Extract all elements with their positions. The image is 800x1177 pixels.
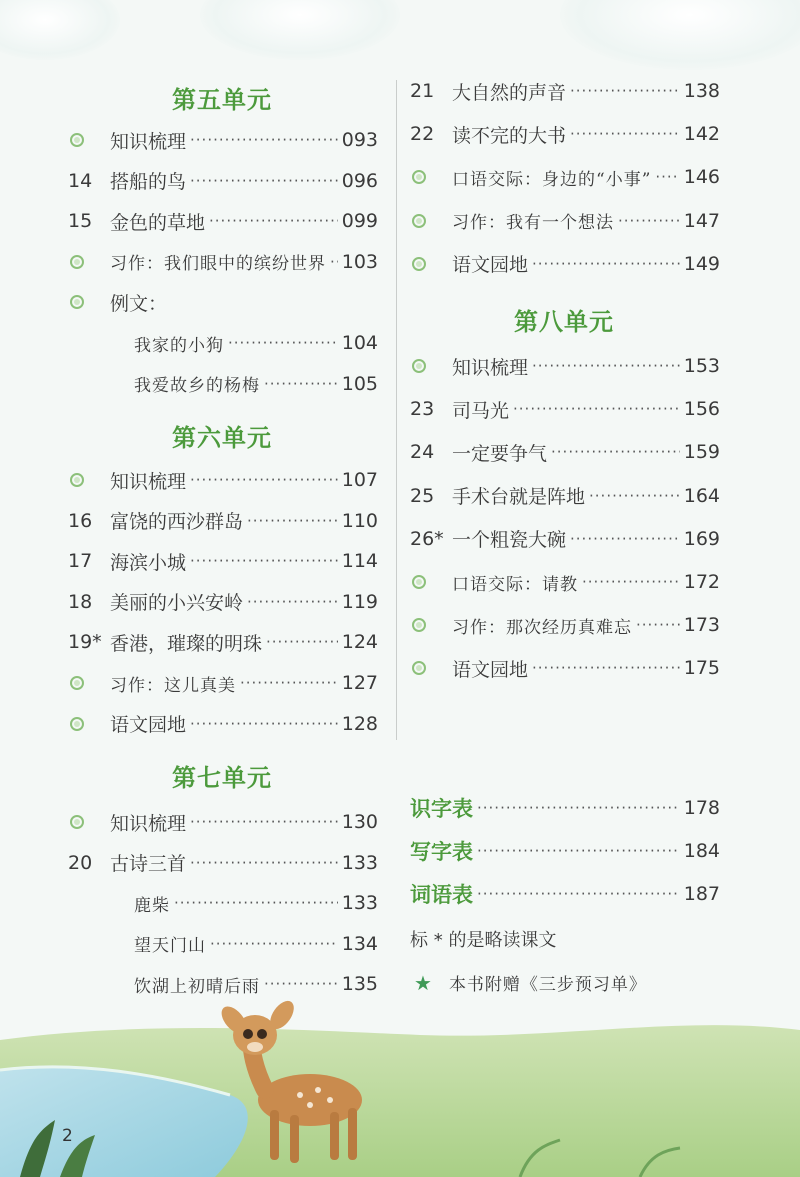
entry-page-number: 159 [683, 441, 720, 464]
entry-page-number: 114 [341, 550, 378, 573]
entry-page-number: 187 [683, 883, 720, 906]
cloud-decoration [200, 0, 400, 60]
dot-leader [570, 530, 680, 548]
toc-entry[interactable] [68, 627, 378, 657]
toc-entry[interactable] [110, 888, 378, 918]
bullet-ring-icon [68, 295, 110, 309]
dot-leader [532, 659, 680, 677]
toc-entry[interactable] [410, 567, 720, 597]
entry-title: 古诗三首 [110, 853, 187, 876]
lesson-number: 16 [68, 509, 93, 532]
entry-title: 知识梳理 [452, 356, 529, 379]
toc-entry[interactable] [110, 328, 378, 358]
entry-page-number: 128 [341, 712, 378, 735]
toc-entry[interactable] [410, 351, 720, 381]
dot-leader [532, 357, 680, 375]
unit-title: 第七单元 [172, 764, 272, 792]
column-divider [396, 80, 397, 740]
lesson-number: 22 [410, 123, 435, 146]
entry-page-number: 134 [341, 932, 378, 955]
toc-entry[interactable] [68, 125, 378, 155]
unit-title: 第五单元 [172, 86, 272, 114]
dot-leader [513, 400, 680, 418]
toc-entry[interactable] [110, 929, 378, 959]
toc-entry[interactable] [68, 247, 378, 277]
entry-page-number: 153 [683, 355, 720, 377]
toc-entry[interactable] [68, 465, 378, 495]
entry-title: 金色的草地 [110, 211, 206, 234]
entry-page-number: 127 [341, 672, 378, 694]
dot-leader [190, 552, 338, 570]
entry-title: 习作：这儿真美 [110, 675, 236, 696]
entry-page-number: 172 [683, 571, 720, 593]
entry-page-number: 133 [341, 851, 378, 874]
dot-leader [174, 894, 338, 912]
dot-leader [240, 674, 338, 692]
dot-leader [264, 375, 338, 393]
dot-leader [582, 573, 680, 591]
entry-title: 我家的小狗 [134, 335, 224, 356]
appendix-title: 识字表 [410, 797, 473, 821]
entry-page-number: 135 [341, 973, 378, 996]
entry-page-number: 175 [683, 657, 720, 680]
lesson-number: 19* [68, 631, 102, 654]
toc-entry[interactable] [410, 437, 720, 467]
dot-leader [477, 799, 680, 817]
appendix-entry[interactable] [410, 793, 720, 823]
entry-page-number: 103 [341, 250, 378, 273]
entry-page-number: 147 [683, 209, 720, 232]
toc-entry[interactable] [68, 287, 378, 317]
dot-leader [190, 715, 338, 733]
toc-entry[interactable] [68, 668, 378, 698]
entry-title: 习作：那次经历真难忘 [452, 617, 632, 638]
entry-title: 一个粗瓷大碗 [452, 529, 567, 552]
entry-title: 手术台就是阵地 [452, 486, 586, 509]
entry-title: 大自然的声音 [452, 81, 567, 104]
appendix-title: 写字表 [410, 840, 473, 865]
dot-leader [570, 125, 680, 143]
entry-title: 知识梳理 [110, 812, 187, 835]
entry-title: 饮湖上初晴后雨 [134, 976, 260, 997]
bullet-ring-icon [410, 618, 452, 632]
toc-entry[interactable] [410, 162, 720, 192]
entry-page-number: 124 [341, 631, 378, 654]
entry-page-number: 156 [683, 398, 720, 421]
dot-leader [266, 633, 338, 651]
page-number: 2 [62, 1126, 73, 1146]
bullet-ring-icon [68, 473, 110, 487]
entry-page-number: 133 [341, 892, 378, 915]
entry-title: 例文： [110, 292, 168, 315]
entry-title: 香港，璀璨的明珠 [110, 632, 263, 655]
entry-title: 美丽的小兴安岭 [110, 592, 244, 615]
bullet-ring-icon [410, 214, 452, 228]
dot-leader [655, 168, 679, 186]
toc-entry[interactable] [68, 709, 378, 739]
entry-page-number: 149 [683, 252, 720, 275]
entry-title: 习作：我有一个想法 [452, 213, 614, 234]
toc-entry[interactable] [410, 249, 720, 279]
skim-reading-note: 标 * 的是略读课文 [410, 930, 557, 951]
dot-leader [477, 885, 680, 903]
dot-leader [210, 935, 338, 953]
entry-title: 司马光 [452, 399, 510, 422]
toc-entry[interactable] [68, 587, 378, 617]
entry-page-number: 105 [341, 372, 378, 395]
lesson-number: 21 [410, 80, 435, 102]
lesson-number: 15 [68, 210, 93, 233]
appendix-title: 词语表 [410, 883, 473, 908]
entry-title: 读不完的大书 [452, 124, 567, 147]
entry-title: 口语交际：请教 [452, 574, 578, 595]
entry-page-number: 169 [683, 527, 720, 550]
dot-leader [636, 616, 680, 634]
supplement-text: 本书附赠《三步预习单》 [448, 975, 647, 995]
bullet-ring-icon [68, 717, 110, 731]
dot-leader [190, 131, 338, 149]
star-icon: ★ [414, 970, 433, 995]
bullet-ring-icon [410, 257, 452, 271]
lesson-number: 18 [68, 590, 93, 613]
unit-title: 第六单元 [172, 424, 272, 452]
entry-page-number: 184 [683, 840, 720, 863]
dot-leader [247, 593, 338, 611]
entry-title: 语文园地 [110, 714, 187, 737]
bullet-ring-icon [410, 661, 452, 675]
dot-leader [570, 82, 680, 100]
dot-leader [190, 471, 338, 489]
entry-title: 富饶的西沙群岛 [110, 511, 244, 534]
entry-page-number: 099 [341, 210, 378, 233]
lesson-number: 14 [68, 169, 93, 192]
toc-entry[interactable] [68, 206, 378, 236]
entry-title: 知识梳理 [110, 470, 187, 493]
entry-title: 望天门山 [134, 936, 206, 957]
toc-entry[interactable] [68, 166, 378, 196]
toc-entry[interactable] [110, 369, 378, 399]
dot-leader [264, 975, 338, 993]
bullet-ring-icon [410, 575, 452, 589]
entry-page-number: 138 [683, 80, 720, 102]
toc-entry[interactable] [410, 653, 720, 683]
dot-leader [618, 212, 680, 230]
toc-entry[interactable] [410, 76, 720, 106]
cloud-decoration [560, 0, 800, 70]
entry-title: 语文园地 [452, 658, 529, 681]
dot-leader [589, 487, 680, 505]
entry-title: 一定要争气 [452, 442, 548, 465]
dot-leader [190, 854, 338, 872]
meadow-illustration [0, 1000, 800, 1177]
toc-entry[interactable] [410, 206, 720, 236]
toc-entry[interactable] [68, 546, 378, 576]
lesson-number: 25 [410, 484, 435, 507]
entry-page-number: 119 [341, 590, 378, 613]
dot-leader [477, 842, 680, 860]
lesson-number: 24 [410, 441, 435, 464]
dot-leader [190, 813, 338, 831]
entry-page-number: 173 [683, 614, 720, 637]
toc-entry[interactable] [410, 524, 720, 554]
cloud-decoration [0, 0, 120, 60]
toc-entry[interactable] [110, 969, 378, 999]
toc-entry[interactable] [410, 610, 720, 640]
entry-page-number: 104 [341, 332, 378, 354]
dot-leader [330, 253, 338, 271]
entry-page-number: 107 [341, 469, 378, 491]
dot-leader [190, 172, 338, 190]
lesson-number: 20 [68, 851, 93, 874]
entry-page-number: 146 [683, 166, 720, 189]
entry-page-number: 093 [341, 129, 378, 151]
entry-title: 口语交际：身边的“小事” [452, 169, 652, 190]
entry-title: 知识梳理 [110, 130, 187, 153]
bullet-ring-icon [68, 255, 110, 269]
entry-page-number: 142 [683, 123, 720, 146]
unit-title: 第八单元 [514, 308, 614, 336]
entry-title: 鹿柴 [134, 895, 170, 916]
toc-entry[interactable] [410, 481, 720, 511]
bullet-ring-icon [410, 170, 452, 184]
entry-page-number: 096 [341, 169, 378, 192]
toc-entry[interactable] [410, 119, 720, 149]
dot-leader [551, 443, 680, 461]
entry-page-number: 130 [341, 811, 378, 833]
toc-entry[interactable] [68, 848, 378, 878]
entry-page-number: 164 [683, 484, 720, 507]
entry-title: 语文园地 [452, 254, 529, 277]
dot-leader [228, 334, 338, 352]
entry-title: 搭船的鸟 [110, 171, 187, 194]
dot-leader [209, 212, 338, 230]
toc-entry[interactable] [68, 506, 378, 536]
bullet-ring-icon [68, 133, 110, 147]
dot-leader [532, 255, 680, 273]
dot-leader [247, 512, 338, 530]
bullet-ring-icon [68, 676, 110, 690]
lesson-number: 17 [68, 550, 93, 573]
bullet-ring-icon [68, 815, 110, 829]
entry-page-number: 178 [683, 797, 720, 819]
entry-title: 我爱故乡的杨梅 [134, 376, 260, 397]
supplement-note [414, 970, 647, 995]
bullet-ring-icon [410, 359, 452, 373]
appendix-entry[interactable] [410, 836, 720, 866]
toc-entry[interactable] [410, 394, 720, 424]
entry-page-number: 110 [341, 509, 378, 532]
lesson-number: 26* [410, 527, 444, 550]
appendix-entry[interactable] [410, 879, 720, 909]
lesson-number: 23 [410, 398, 435, 421]
entry-title: 习作：我们眼中的缤纷世界 [110, 254, 326, 275]
toc-entry[interactable] [68, 807, 378, 837]
entry-title: 海滨小城 [110, 551, 187, 574]
